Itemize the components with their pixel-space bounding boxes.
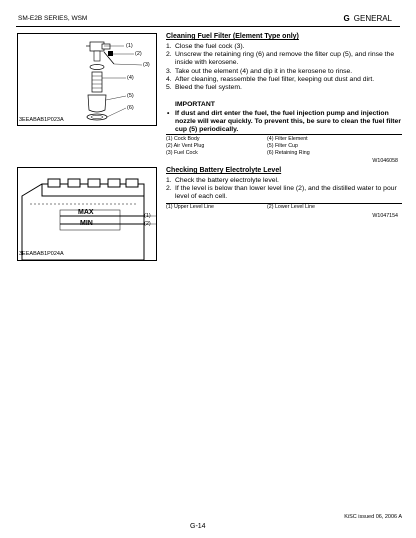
parts-divider — [166, 134, 402, 135]
callout-6: (6) — [127, 105, 134, 111]
callout-3: (3) — [143, 62, 150, 68]
battery-code: W1047154 — [372, 213, 398, 219]
important-note: • If dust and dirt enter the fuel, the fuel injection pump and injection nozzle will wear quickly. To prevent this, be sure to clean the fuel filter cup (5) periodically. — [167, 110, 401, 134]
part-label: (6) Retaining Ring — [267, 150, 310, 156]
step-item: 5. Bleed the fuel system. — [166, 84, 242, 92]
part-label: (1) Cock Body — [166, 136, 200, 142]
part-label: (4) Filter Element — [267, 136, 308, 142]
callout-5: (5) — [127, 93, 134, 99]
bullet-icon: • — [167, 110, 170, 117]
battery-parts-list — [166, 204, 402, 214]
part-label: (5) Filter Cup — [267, 143, 298, 149]
fuel-filter-parts-list — [166, 136, 402, 160]
step-item: 2. If the level is below than lower level line (2), and the distilled water to pour level of each cell. — [166, 185, 397, 201]
manual-series: SM-E2B SERIES, WSM — [18, 15, 88, 22]
battery-steps — [166, 177, 402, 202]
fuel-filter-steps — [166, 43, 402, 92]
issue-info: KiSC issued 06, 2006 A — [344, 514, 402, 520]
section-letter: G — [343, 14, 350, 23]
fuel-filter-code: W1046058 — [372, 158, 398, 164]
callout-4: (4) — [127, 75, 134, 81]
part-label: (2) Air Vent Plug — [166, 143, 205, 149]
part-label: (3) Fuel Cock — [166, 150, 198, 156]
step-item: 3. Take out the element (4) and dip it in the kerosene to rinse. — [166, 67, 353, 75]
part-label: (1) Upper Level Line — [166, 204, 214, 210]
callout-2: (2) — [144, 221, 151, 227]
important-heading: IMPORTANT — [175, 101, 215, 108]
step-item: 2. Unscrew the retaining ring (6) and remove the filter cup (5), and rinse the inside with kerosene. — [166, 51, 395, 67]
battery-title: Checking Battery Electrolyte Level — [166, 167, 282, 174]
section-name: GENERAL — [353, 14, 392, 23]
fuel-filter-figure-id: 3EEABAB1P023A — [19, 117, 64, 123]
header-rule — [16, 26, 400, 27]
max-level-label: MAX — [78, 209, 94, 216]
step-item: 1. Close the fuel cock (3). — [166, 43, 245, 50]
min-level-label: MIN — [80, 220, 93, 227]
battery-figure-id: 3EEABAB1P024A — [19, 251, 64, 257]
page-number: G-14 — [190, 523, 206, 530]
section-heading — [344, 14, 392, 23]
battery-figure — [17, 167, 157, 261]
callout-1: (1) — [144, 213, 151, 219]
step-item: 4. After cleaning, reassemble the fuel filter, keeping out dust and dirt. — [166, 75, 375, 83]
fuel-filter-title: Cleaning Fuel Filter (Element Type only) — [166, 33, 299, 40]
callout-2: (2) — [135, 51, 142, 57]
fuel-filter-illustration — [18, 34, 158, 127]
fuel-filter-figure — [17, 33, 157, 126]
callout-1: (1) — [126, 43, 133, 49]
step-item: 1. Check the battery electrolyte level. — [166, 177, 279, 184]
part-label: (2) Lower Level Line — [267, 204, 315, 210]
